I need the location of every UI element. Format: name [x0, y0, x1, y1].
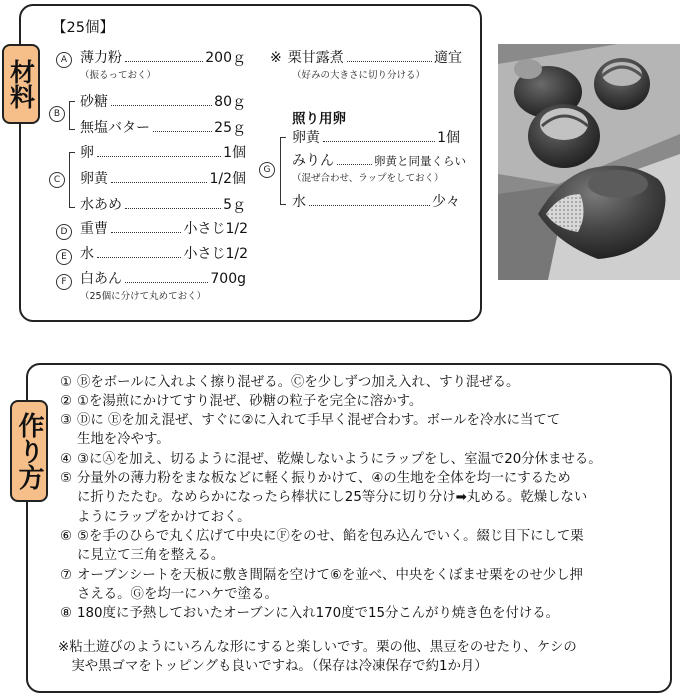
ingredient-water	[80, 246, 248, 263]
servings-heading: 【25個】	[52, 20, 114, 36]
step-number: ①	[60, 375, 73, 390]
ingredient-amount: 1個	[437, 130, 460, 146]
ingredient-syrup	[80, 197, 246, 214]
step-text-continued: 生地を冷やす。	[77, 432, 170, 448]
ingredient-name: 重曹	[80, 221, 108, 237]
step-text: 分量外の薄力粉をまな板などに軽く振りかけて、④の生地を全体を均一にするため	[77, 471, 571, 486]
ingredient-name: 栗甘露煮	[287, 50, 344, 66]
step-number: ④	[60, 452, 73, 467]
step-text: ⑤を手のひらで丸く広げて中央にⒻをのせ、餡を包み込んでいく。綴じ目下にして栗	[77, 529, 584, 544]
ingredients-tab: 材料	[2, 44, 40, 124]
instruction-step-1	[60, 373, 640, 392]
marker-c: C	[49, 172, 65, 188]
step-number: ⑧	[60, 606, 73, 621]
step-text: Ⓑをボールに入れよく擦り混ぜる。Ⓒを少しずつ加え入れ、すり混ぜる。	[77, 375, 520, 390]
step-number: ⑤	[60, 471, 73, 486]
instruction-step-3	[60, 411, 640, 450]
ingredient-chestnut	[270, 50, 462, 67]
ingredient-name: 白あん	[80, 271, 122, 287]
glaze-mirin	[292, 153, 466, 170]
tip-note-line-1: ※粘土遊びのようにいろんな形にすると楽しいです。栗の他、黒豆をのせたり、ケシの	[58, 640, 577, 655]
mirin-note: （混ぜ合わせ、ラップをしておく）	[292, 173, 444, 184]
ingredient-name: 水あめ	[80, 197, 122, 213]
bean-paste-note: （25個に分けて丸めておく）	[80, 291, 207, 302]
instructions-tab: 作り方	[10, 400, 48, 502]
note-mark: ※	[270, 50, 282, 66]
ingredient-amount: 200ｇ	[205, 50, 246, 66]
ingredient-amount: 25ｇ	[214, 120, 246, 136]
instruction-step-2	[60, 392, 640, 411]
step-number: ⑦	[60, 568, 73, 583]
marker-d: D	[56, 224, 72, 240]
tip-note-line-2: 実や黒ゴマをトッピングも良いですね。（保存は冷凍保存で約1か月）	[58, 659, 488, 674]
step-text-continued: に見立て三角を整える。	[77, 548, 225, 564]
ingredient-egg	[80, 145, 246, 162]
instruction-step-6	[60, 527, 640, 566]
ingredient-name: 水	[292, 194, 306, 210]
instruction-step-7	[60, 566, 640, 605]
group-bracket-b	[69, 101, 75, 130]
marker-f: F	[56, 274, 72, 290]
step-text: オーブンシートを天板に敷き間隔を空けて⑥を並べ、中央をくぼませ栗をのせ少し押	[77, 568, 583, 583]
step-text: ①を湯煎にかけてすり混ぜ、砂糖の粒子を完全に溶かす。	[77, 394, 423, 409]
marker-a: A	[56, 52, 72, 68]
ingredient-name: 無塩バター	[80, 120, 150, 136]
ingredient-butter	[80, 120, 246, 137]
ingredient-name: みりん	[292, 153, 334, 169]
ingredient-yolk	[80, 171, 246, 188]
step-number: ③	[60, 413, 73, 428]
photo-illustration	[498, 44, 680, 280]
chestnut-manju-photo	[498, 44, 680, 280]
step-text: 180度に予熱しておいたオーブンに入れ170度で15分こんがり焼き色を付ける。	[77, 606, 560, 621]
ingredient-amount: 80ｇ	[214, 94, 246, 110]
group-bracket-g	[280, 137, 286, 205]
ingredient-name: 薄力粉	[80, 50, 122, 66]
group-bracket-c	[69, 152, 75, 208]
ingredient-amount: 1個	[223, 145, 246, 161]
marker-b: B	[49, 106, 65, 122]
ingredient-white-bean-paste	[80, 271, 246, 288]
instruction-step-8	[60, 604, 640, 623]
glaze-yolk	[292, 130, 460, 147]
ingredient-flour	[80, 50, 246, 67]
ingredient-amount: 少々	[432, 194, 460, 210]
ingredient-amount: 5ｇ	[223, 197, 246, 213]
step-text: Ⓓに Ⓔを加え混ぜ、すぐに②に入れて手早く混ぜ合わす。ボールを冷水に当てて	[77, 413, 561, 428]
marker-g: G	[259, 162, 275, 178]
ingredient-amount: 700g	[210, 271, 246, 287]
ingredient-amount: 1/2個	[209, 171, 246, 187]
ingredient-name: 卵黄	[80, 171, 108, 187]
step-text-continued: さえる。Ⓖを均一にハケで塗る。	[77, 587, 278, 603]
flour-note: （振るっておく）	[80, 70, 157, 81]
step-number: ⑥	[60, 529, 73, 544]
ingredient-baking-soda	[80, 221, 248, 238]
ingredient-amount: 適宜	[434, 50, 462, 66]
step-number: ②	[60, 394, 73, 409]
instruction-step-5	[60, 469, 640, 527]
ingredient-amount: 卵黄と同量くらい	[374, 154, 466, 168]
glaze-title: 照り用卵	[292, 111, 346, 127]
glaze-water	[292, 194, 460, 211]
ingredient-name: 水	[80, 246, 94, 262]
step-text: ③にⒶを加え、切るように混ぜ、乾燥しないようにラップをし、室温で20分休ませる。	[77, 452, 602, 467]
marker-e: E	[56, 249, 72, 265]
ingredient-name: 砂糖	[80, 94, 108, 110]
step-text-continued: ようにラップをかけておく。	[77, 509, 251, 525]
chestnut-note: （好みの大きさに切り分ける）	[292, 70, 426, 81]
step-text-continued: に折りたたむ。なめらかになったら棒状にし25等分に切り分け➡丸める。乾燥しない	[77, 490, 588, 506]
ingredient-amount: 小さじ1/2	[183, 221, 248, 237]
ingredient-name: 卵	[80, 145, 94, 161]
ingredient-sugar	[80, 94, 246, 111]
ingredient-amount: 小さじ1/2	[183, 246, 248, 262]
ingredient-name: 卵黄	[292, 130, 320, 146]
instruction-step-4	[60, 450, 640, 469]
